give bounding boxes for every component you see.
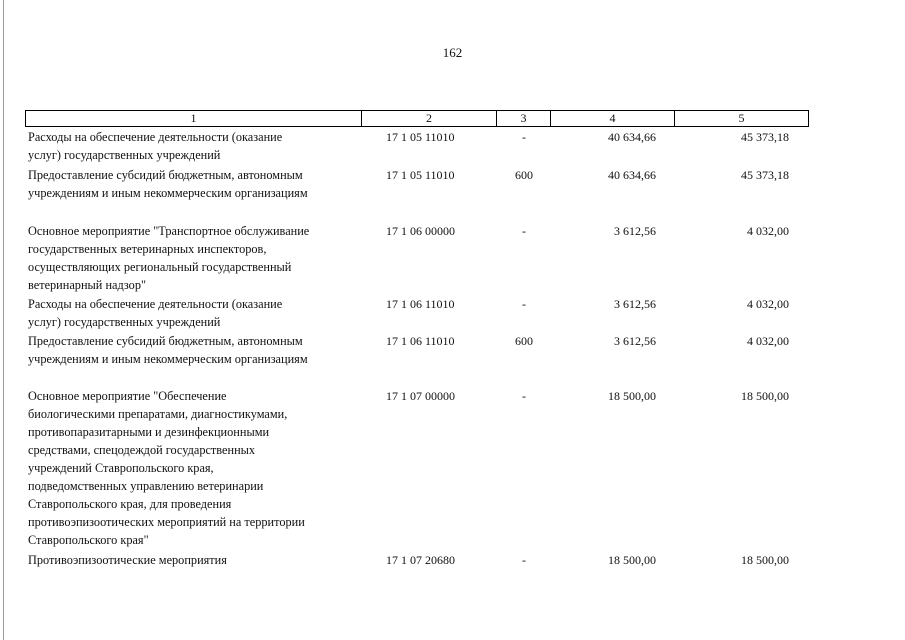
row-value-5: 4 032,00 [747,297,789,311]
row-name: Противоэпизоотические мероприятия [28,553,227,567]
row-type: - [522,130,526,144]
row-code: 17 1 05 11010 [386,130,455,144]
header-col-1: 1 [26,111,362,126]
row-type: - [522,224,526,238]
row-type: 600 [515,334,533,348]
row-code: 17 1 07 20680 [386,553,455,567]
row-type: - [522,297,526,311]
header-col-5: 5 [738,111,745,125]
row-value-4: 40 634,66 [608,168,656,182]
row-name: Основное мероприятие "Транспортное обслуживание государственных ветеринарных инспекторов, осуществляющих региональный государственный ветеринарный надзор" [28,224,310,292]
row-value-5: 45 373,18 [741,130,789,144]
row-name: Предоставление субсидий бюджетным, автономным учреждениям и иным некоммерческим организациям [28,168,308,200]
row-code: 17 1 06 11010 [386,297,455,311]
row-value-5: 4 032,00 [747,224,789,238]
row-value-4: 40 634,66 [608,130,656,144]
row-name: Расходы на обеспечение деятельности (оказание услуг) государственных учреждений [28,297,283,329]
row-value-5: 18 500,00 [741,553,789,567]
page-number: 162 [442,45,463,60]
page-edge-line [3,0,4,640]
header-col-3: 3 [497,111,551,126]
row-value-4: 18 500,00 [608,553,656,567]
row-code: 17 1 06 11010 [386,334,455,348]
row-value-5: 45 373,18 [741,168,789,182]
row-value-4: 18 500,00 [608,389,656,403]
row-value-4: 3 612,56 [614,297,656,311]
row-value-4: 3 612,56 [614,224,656,238]
row-value-5: 18 500,00 [741,389,789,403]
table-header [25,110,809,127]
row-code: 17 1 07 00000 [386,389,455,403]
row-type: - [522,389,526,403]
row-type: - [522,553,526,567]
row-name: Предоставление субсидий бюджетным, автономным учреждениям и иным некоммерческим организациям [28,334,308,366]
row-value-4: 3 612,56 [614,334,656,348]
row-type: 600 [515,168,533,182]
header-col-2: 2 [362,111,497,126]
header-col-4: 4 [551,111,675,126]
row-code: 17 1 05 11010 [386,168,455,182]
row-value-5: 4 032,00 [747,334,789,348]
row-code: 17 1 06 00000 [386,224,455,238]
row-name: Основное мероприятие "Обеспечение биологическими препаратами, диагностикумами, противопаразитарными и дезинфекционными средствами, спецодеждой государственных учреждений Ставропольского края, подведомственных управлению ветеринарии Ставропольского края, для проведения противоэпизоотических мероприятий на территории Ставропольского края" [28,389,305,547]
row-name: Расходы на обеспечение деятельности (оказание услуг) государственных учреждений [28,130,283,162]
